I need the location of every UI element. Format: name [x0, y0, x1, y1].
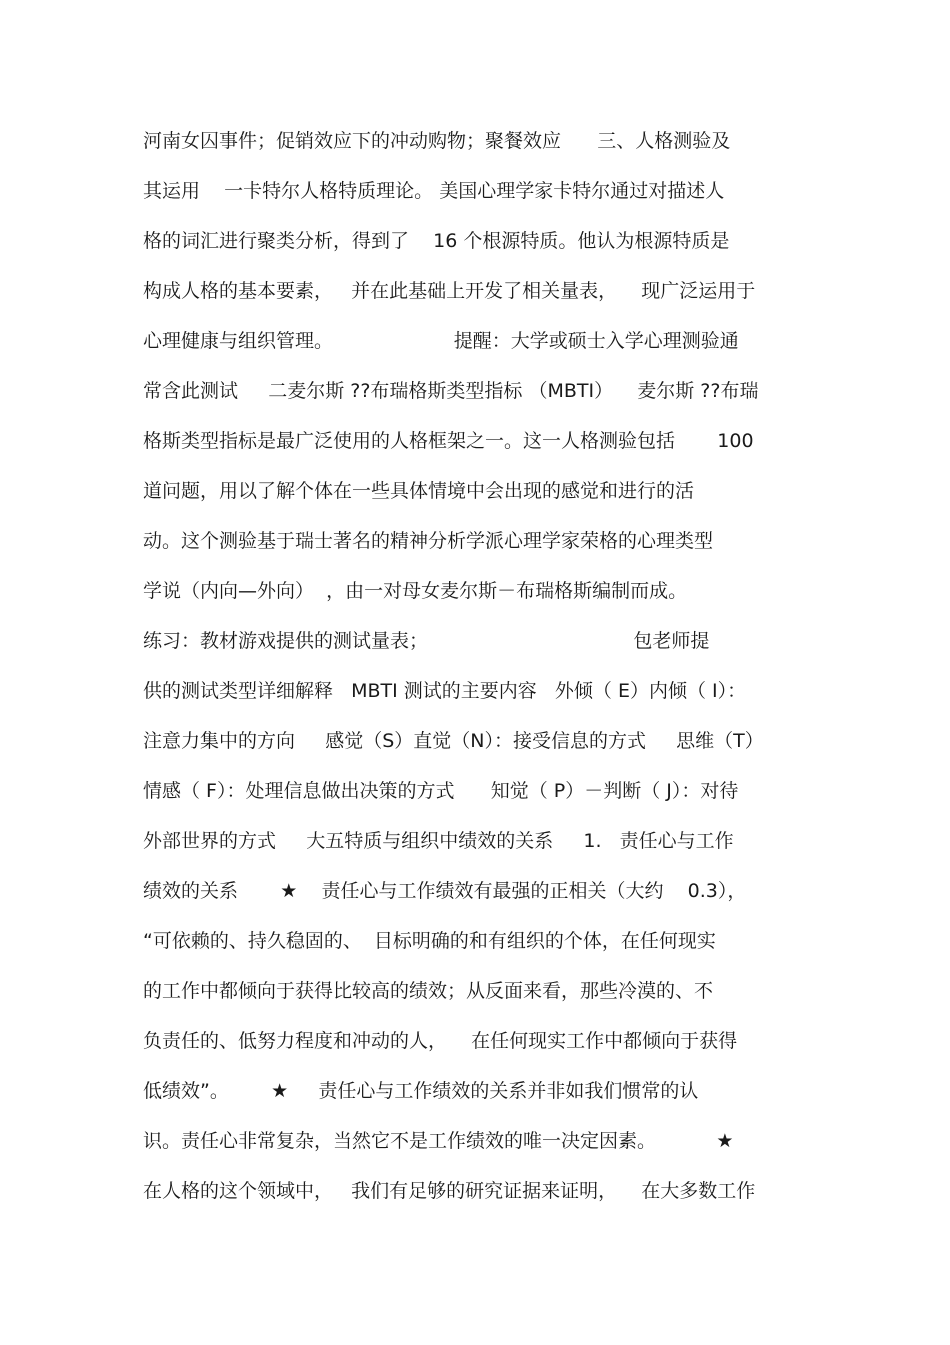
text-line: 学说（内向—外向） ，由一对母女麦尔斯－布瑞格斯编制而成。	[143, 580, 688, 602]
text-line: 心理健康与组织管理。 提醒：大学或硕士入学心理测验通	[143, 330, 739, 352]
text-line: 格斯类型指标是最广泛使用的人格框架之一。这一人格测验包括 100	[143, 430, 754, 452]
text-line: 注意力集中的方向 感觉（S）直觉（N）：接受信息的方式 思维（T）	[143, 730, 764, 752]
text-line: 低绩效”。 ★ 责任心与工作绩效的关系并非如我们惯常的认	[143, 1080, 699, 1102]
text-line: 绩效的关系 ★ 责任心与工作绩效有最强的正相关（大约 0.3），	[143, 880, 747, 902]
text-line: 构成人格的基本要素， 并在此基础上开发了相关量表， 现广泛运用于	[143, 280, 756, 302]
text-line: 情感（ F）：处理信息做出决策的方式 知觉（ P）－判断（ J）：对待	[143, 780, 739, 802]
text-line: “可依赖的、持久稳固的、 目标明确的和有组织的个体，在任何现实	[143, 930, 716, 952]
text-line: 动。这个测验基于瑞士著名的精神分析学派心理学家荣格的心理类型	[143, 530, 714, 552]
text-line: 外部世界的方式 大五特质与组织中绩效的关系 1. 责任心与工作	[143, 830, 734, 852]
text-line: 常含此测试 二麦尔斯 ??布瑞格斯类型指标 （MBTI） 麦尔斯 ??布瑞	[143, 380, 759, 402]
text-line: 的工作中都倾向于获得比较高的绩效；从反面来看，那些冷漠的、不	[143, 980, 714, 1002]
text-line: 供的测试类型详细解释 MBTI 测试的主要内容 外倾（ E）内倾（ I）：	[143, 680, 747, 702]
text-line: 练习：教材游戏提供的测试量表； 包老师提	[143, 630, 710, 652]
text-line: 负责任的、低努力程度和冲动的人， 在任何现实工作中都倾向于获得	[143, 1030, 738, 1052]
text-line: 识。责任心非常复杂，当然它不是工作绩效的唯一决定因素。 ★	[143, 1130, 734, 1152]
text-line: 其运用 一卡特尔人格特质理论。 美国心理学家卡特尔通过对描述人	[143, 180, 725, 202]
text-line: 在人格的这个领域中， 我们有足够的研究证据来证明， 在大多数工作	[143, 1180, 756, 1202]
text-line: 格的词汇进行聚类分析，得到了 16 个根源特质。他认为根源特质是	[143, 230, 730, 252]
text-line: 道问题，用以了解个体在一些具体情境中会出现的感觉和进行的活	[143, 480, 695, 502]
text-line: 河南女囚事件；促销效应下的冲动购物；聚餐效应 三、人格测验及	[143, 130, 731, 152]
